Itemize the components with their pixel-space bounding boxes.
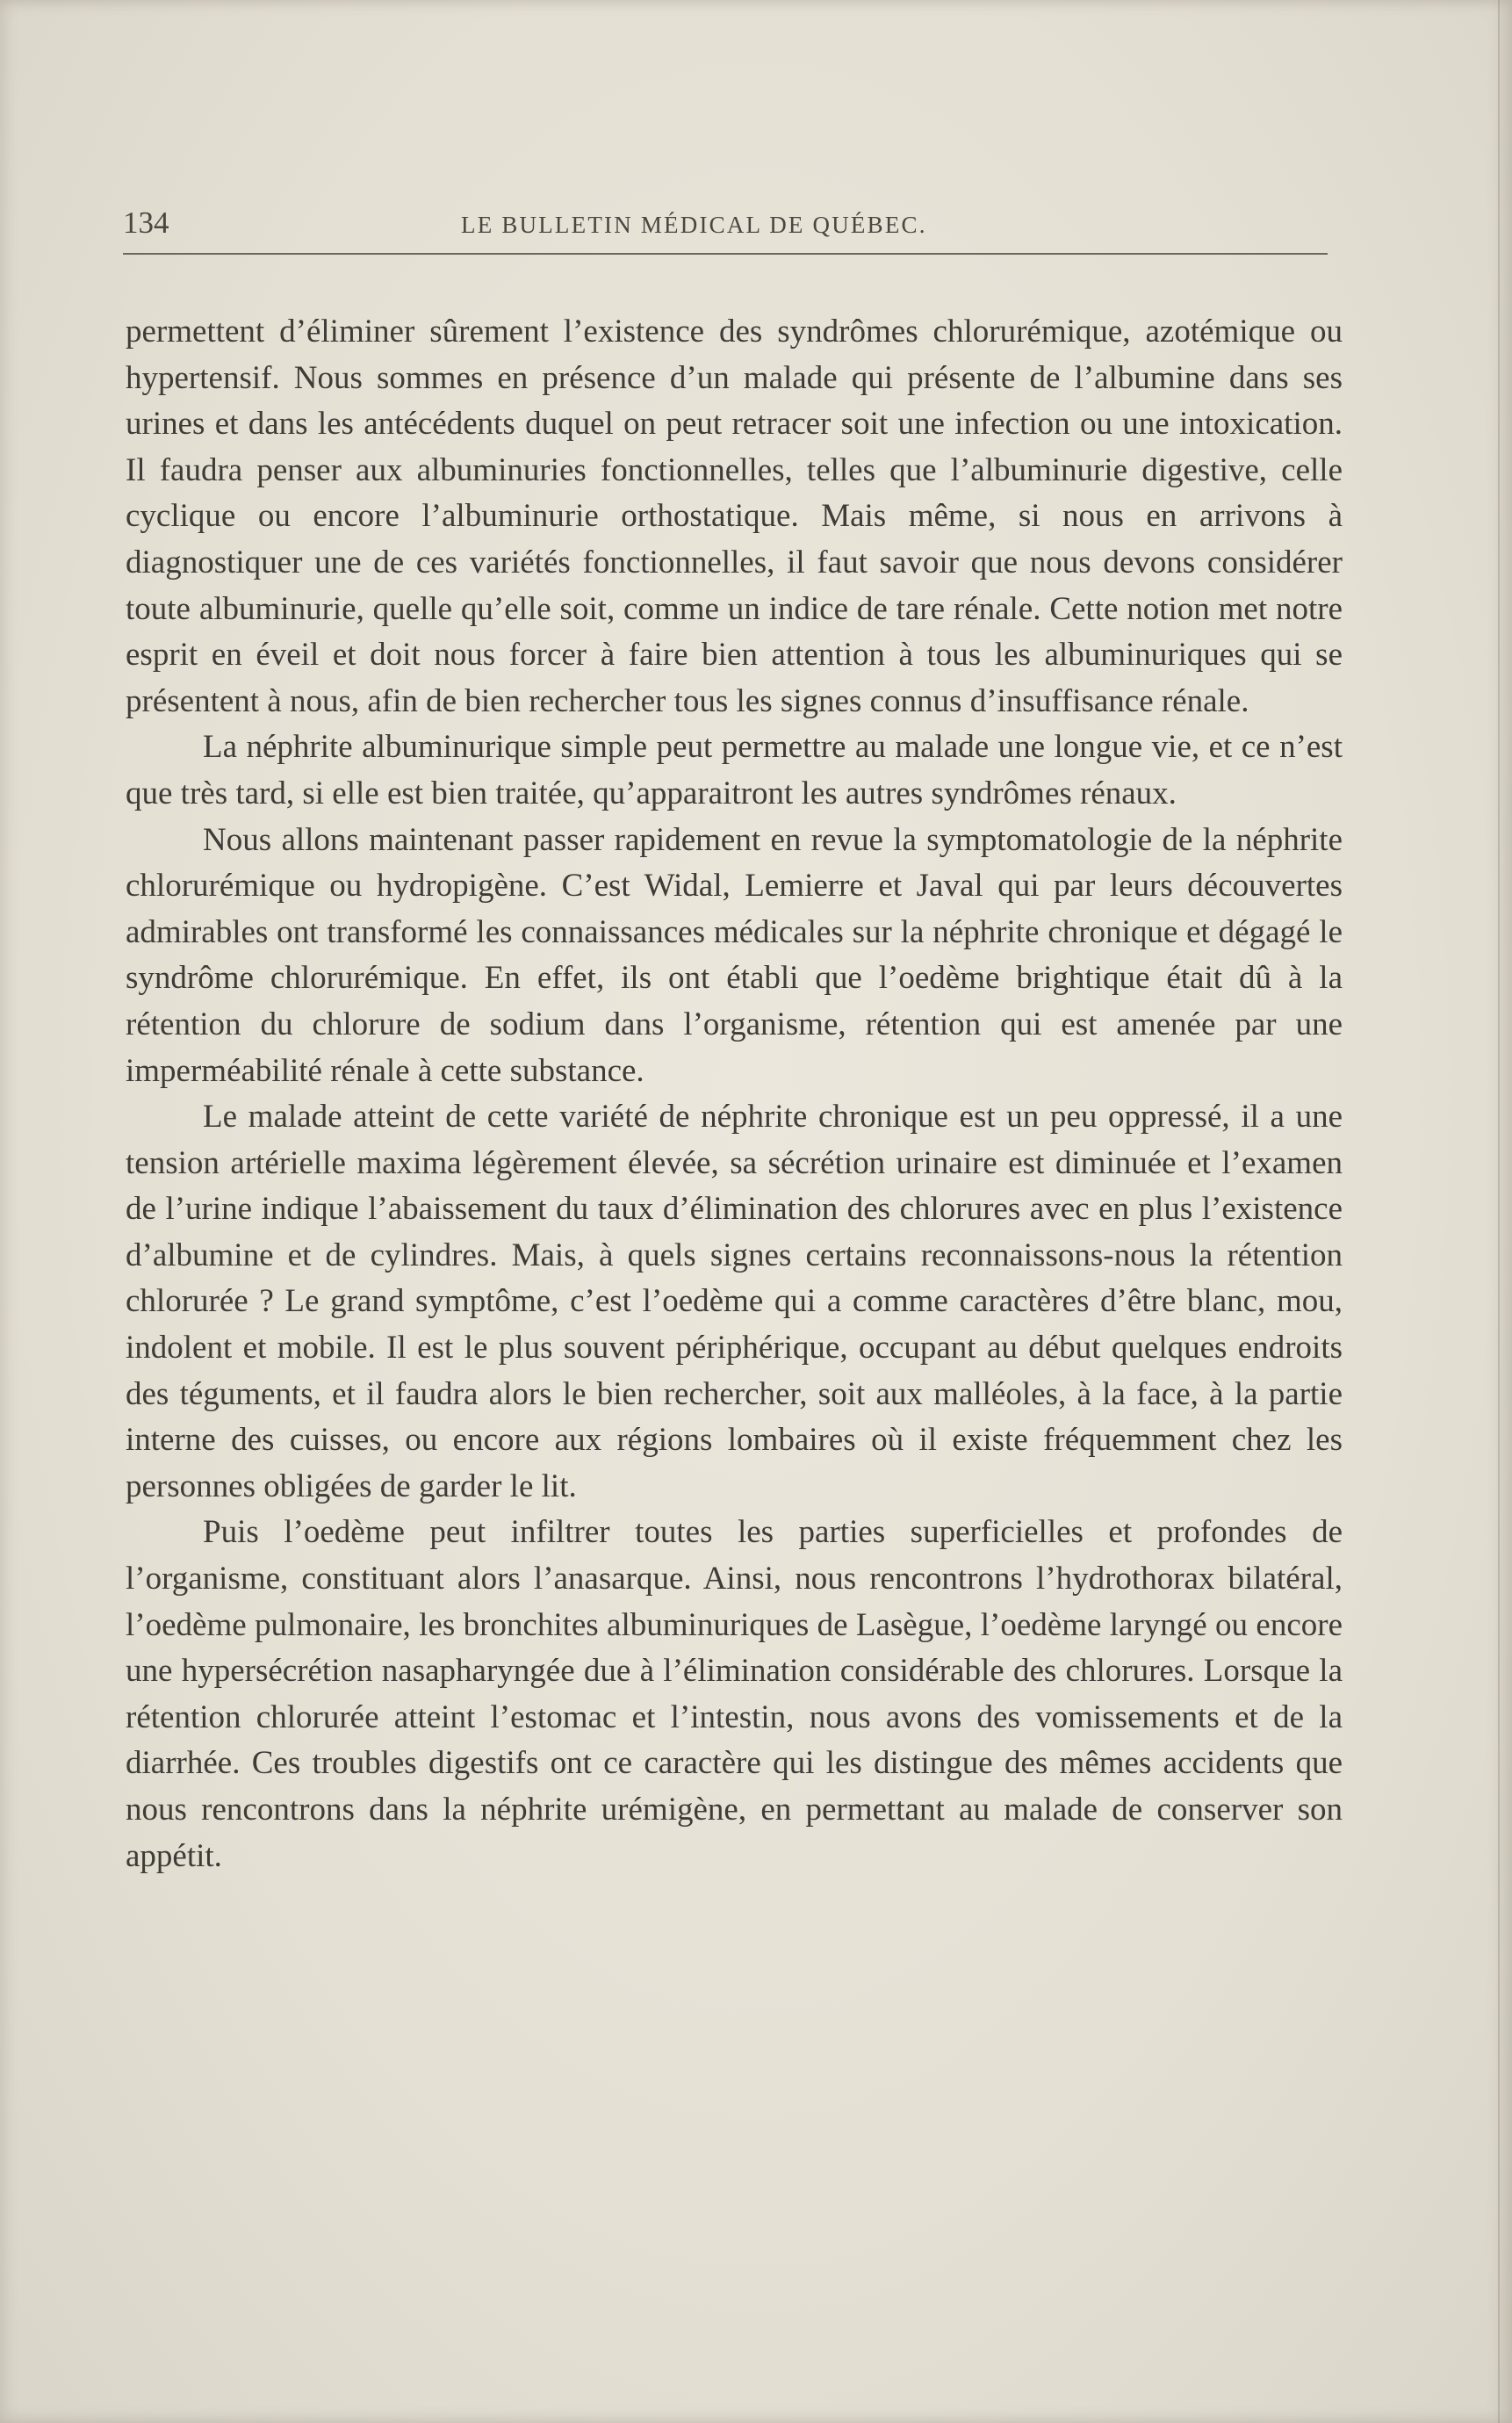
paragraph: Le malade atteint de cette variété de néphrite chronique est un peu oppressé, il a une tension artérielle maxima légèrement élevée, sa sécrétion urinaire est diminuée et l’examen de l’urine indique l’abaissement du taux d’élimination des chlorures avec en plus l’existence d’albumine et de cylindres. Mais, à quels signes certains reconnaissons-nous la rétention chlorurée ? Le grand symptôme, c’est l’oedème qui a comme caractères d’être blanc, mou, indolent et mobile. Il est le plus souvent périphérique, occupant au début quelques endroits des téguments, et il faudra alors le bien rechercher, soit aux malléoles, à la face, à la partie interne des cuisses, ou encore aux régions lombaires où il existe fréquemment chez les personnes obligées de garder le lit. [126, 1099, 1343, 1504]
paragraph: Nous allons maintenant passer rapidement en revue la symptomatologie de la néphrite chlorurémique ou hydropigène. C’est Widal, Lemierre et Javal qui par leurs découvertes admirables ont transformé les connaissances médicales sur la néphrite chronique et dégagé le syndrôme chlorurémique. En effet, ils ont établi que l’oedème brightique était dû à la rétention du chlorure de sodium dans l’organisme, rétention qui est amenée par une imperméabilité rénale à cette substance. [126, 821, 1343, 1089]
paragraph: La néphrite albuminurique simple peut permettre au malade une longue vie, et ce n’est que très tard, si elle est bien traitée, qu’apparaitront les autres syndrômes rénaux. [126, 729, 1343, 811]
header-rule [123, 253, 1328, 255]
page-header [123, 204, 1335, 246]
article-body [126, 309, 1343, 1879]
paragraph: Puis l’oedème peut infiltrer toutes les parties superficielles et profondes de l’organisme, constituant alors l’anasarque. Ainsi, nous rencontrons l’hydrothorax bilatéral, l’oedème pulmonaire, les bronchites albuminuriques de Lasègue, l’oedème laryngé ou encore une hypersécrétion nasapharyngée due à l’élimination considérable des chlorures. Lorsque la rétention chlorurée atteint l’estomac et l’intestin, nous avons des vomissements et de la diarrhée. Ces troubles digestifs ont ce caractère qui les distingue des mêmes accidents que nous rencontrons dans la néphrite urémigène, en permettant au malade de conserver son appétit. [126, 1514, 1343, 1874]
paragraph: permettent d’éliminer sûrement l’existence des syndrômes chlorurémique, azotémique ou hypertensif. Nous sommes en présence d’un malade qui présente de l’albumine dans ses urines et dans les antécédents duquel on peut retracer soit une infection ou une intoxication. Il faudra penser aux albuminuries fonctionnelles, telles que l’albuminurie digestive, celle cyclique ou encore l’albuminurie orthostatique. Mais même, si nous en arrivons à diagnostiquer une de ces variétés fonctionnelles, il faut savoir que nous devons considérer toute albuminurie, quelle qu’elle soit, comme un indice de tare rénale. Cette notion met notre esprit en éveil et doit nous forcer à faire bien attention à tous les albuminuriques qui se présentent à nous, afin de bien rechercher tous les signes connus d’insuffisance rénale. [126, 314, 1343, 719]
running-title: LE BULLETIN MÉDICAL DE QUÉBEC. [461, 212, 927, 238]
page-number: 134 [123, 206, 169, 240]
page-edge-shadow [1498, 0, 1500, 2423]
